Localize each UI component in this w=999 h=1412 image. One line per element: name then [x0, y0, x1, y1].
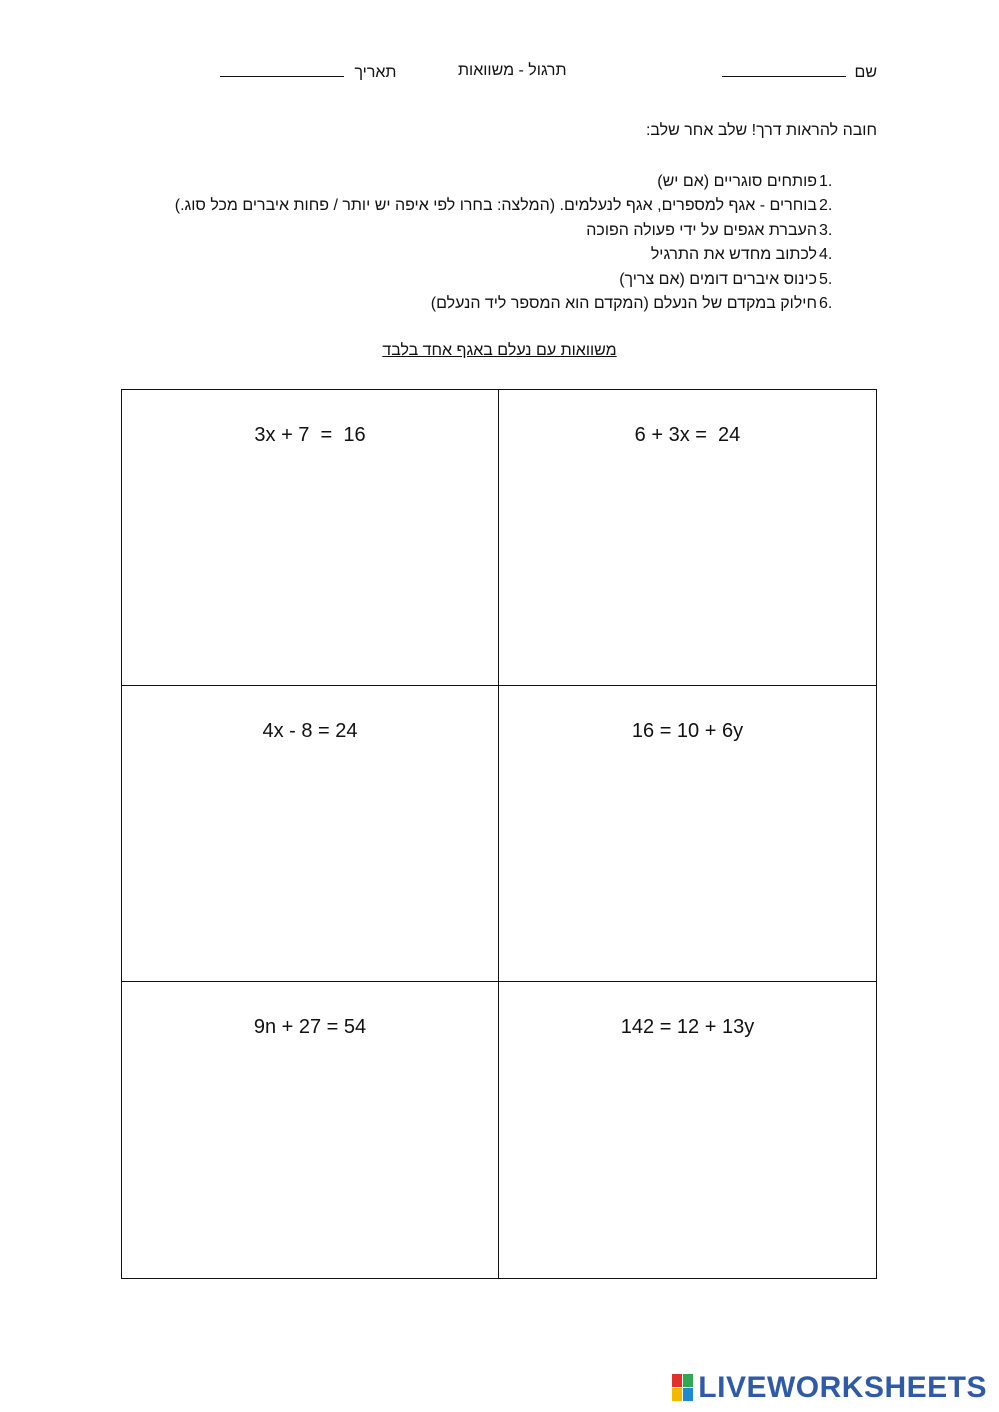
name-blank-line[interactable]: [722, 62, 846, 77]
step-item: 2.בוחרים - אגף למספרים, אגף לנעלמים. (המלצה: בחרו לפי איפה יש יותר / פחות איברים מכל סוג.): [174, 197, 833, 215]
instructions-title: חובה להראות דרך! שלב אחר שלב:: [645, 122, 877, 139]
answer-cell[interactable]: [122, 982, 499, 1278]
answer-cell[interactable]: [499, 390, 876, 686]
steps-list: [175, 170, 849, 316]
answer-cell[interactable]: [499, 982, 876, 1278]
worksheet-title: תרגול - משוואות: [458, 62, 567, 79]
answer-cell[interactable]: [122, 686, 499, 982]
equation-text: 4x - 8 = 24: [262, 720, 358, 742]
equation-text: 9n + 27 = 54: [253, 1016, 367, 1038]
logo-mark-icon: [672, 1374, 694, 1402]
name-field[interactable]: [722, 62, 877, 82]
step-item: 3.העברת אגפים על ידי פעולה הפוכה: [586, 221, 833, 239]
date-blank-line[interactable]: [220, 62, 344, 77]
answer-cell[interactable]: [499, 686, 876, 982]
section-title: משוואות עם נעלם באגף אחד בלבד: [382, 342, 617, 359]
step-item: 1.פותחים סוגריים (אם יש): [657, 173, 833, 190]
equation-text: 6 + 3x = 24: [634, 424, 741, 446]
date-label: תאריך: [354, 64, 397, 81]
equations-grid: [121, 389, 877, 1279]
equation-text: 16 = 10 + 6y: [631, 720, 744, 742]
logo-text: LIVEWORKSHEETS: [698, 1371, 987, 1404]
step-item: 5.כינוס איברים דומים (אם צריך): [619, 270, 833, 288]
answer-cell[interactable]: [122, 390, 499, 686]
liveworksheets-logo: [672, 1371, 987, 1405]
date-field[interactable]: [220, 62, 396, 82]
step-item: 4.לכתוב מחדש את התרגיל: [650, 246, 833, 264]
equation-text: 3x + 7 = 16: [254, 424, 366, 446]
name-label: שם: [854, 64, 877, 81]
step-item: 6.חילוק במקדם של הנעלם (המקדם הוא המספר ליד הנעלם): [430, 294, 833, 312]
equation-text: 142 = 12 + 13y: [620, 1016, 755, 1038]
